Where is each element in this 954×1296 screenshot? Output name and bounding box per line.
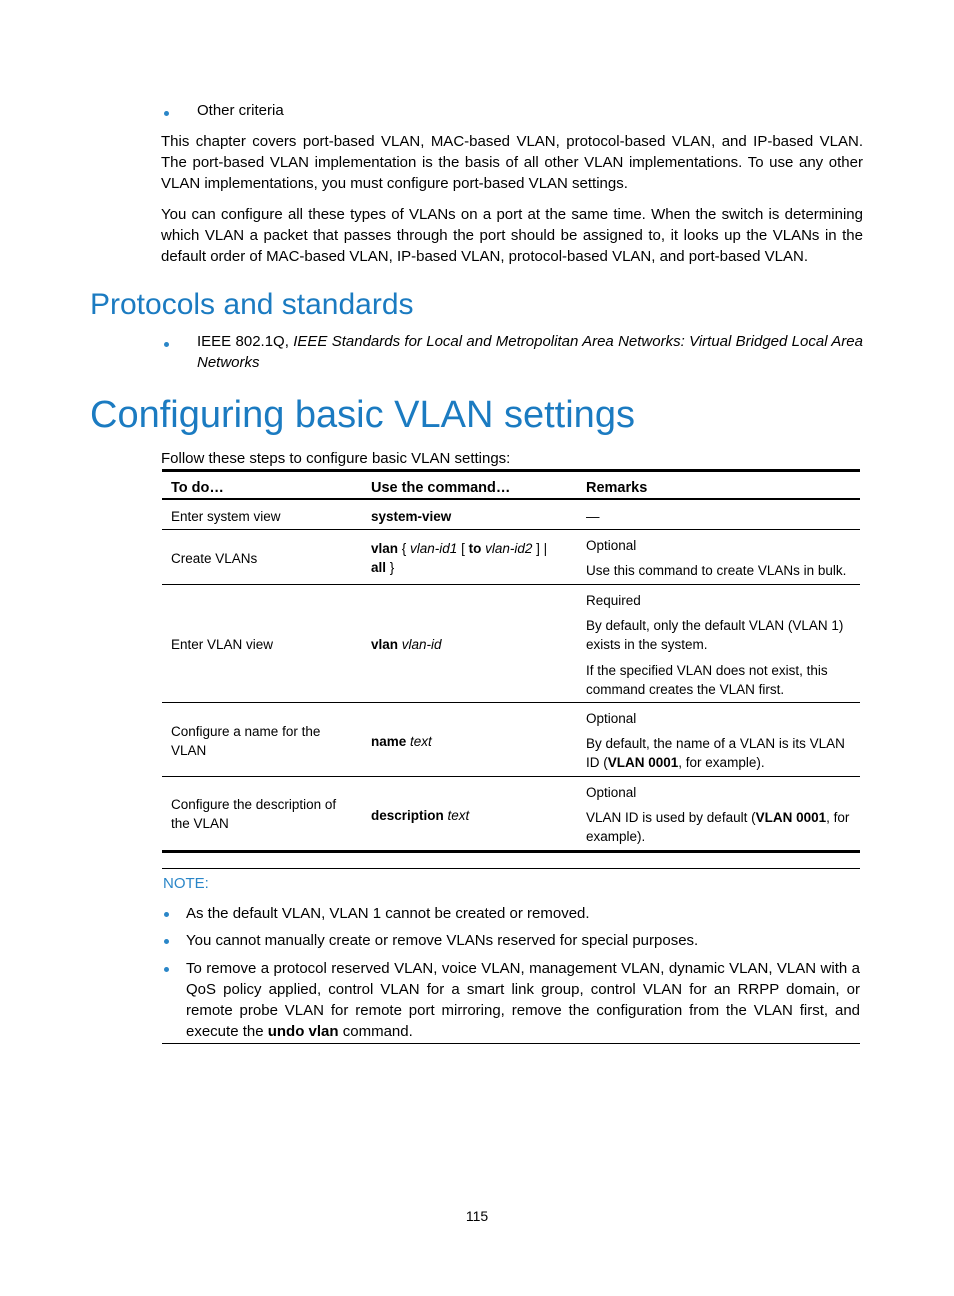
row1-todo: Enter system view [171,509,281,524]
cmd-name: name [371,734,407,749]
row5-remark-2 [586,808,852,846]
row5-remark-2a: VLAN ID is used by default ( [586,810,756,825]
row4-remark-2c: , for example). [678,755,765,770]
cmd-vlan: vlan [371,637,399,652]
row5-remark-1: Optional [586,785,637,800]
table-row-rule [162,529,860,530]
config-lead: Follow these steps to configure basic VLAN settings: [161,450,511,467]
page-number: 115 [465,1208,489,1224]
row3-command [371,635,442,654]
note-bottom-rule [162,1043,860,1044]
protocols-heading: Protocols and standards [90,288,414,321]
bullet-dot [164,912,169,917]
col-header-todo: To do… [171,480,224,496]
row2-command [371,539,566,577]
row3-remark-2: By default, only the default VLAN (VLAN 1) exists in the system. [586,618,844,652]
note-item-2: You cannot manually create or remove VLANs reserved for special purposes. [186,932,699,949]
bullet-dot [164,939,169,944]
row4-remark-2b: VLAN 0001 [607,755,679,770]
note-top-rule [162,868,860,869]
cmd-vlan-id1: vlan-id1 [410,541,458,556]
note-title: NOTE: [163,875,209,892]
cmd-brace-open: { [398,541,411,556]
row2-todo: Create VLANs [171,551,258,566]
table-header-rule [162,498,860,500]
table-bottom-rule [162,850,860,853]
row1-remark: — [586,509,600,524]
cmd-vlan: vlan [371,541,399,556]
note-item-3a: To remove a protocol reserved VLAN, voice VLAN, management VLAN, dynamic VLAN, VLAN with a QoS policy applied, control VLAN for a smart link group, control VLAN for an RRPP domain, or remote probe VLAN for remote port mirroring, remove the configuration from the VLAN first, and execute the [186,960,860,1040]
row1-command [371,507,451,526]
row3-remark-3: If the specified VLAN does not exist, this command creates the VLAN first. [586,663,828,697]
bullet-dot [164,967,169,972]
bullet-other-criteria: Other criteria [197,102,284,119]
standard-prefix: IEEE 802.1Q, [197,333,294,350]
standard-item [197,331,863,373]
cmd-vlan-id: vlan-id [401,637,442,652]
bullet-dot [164,342,169,347]
cmd-text: text [410,734,432,749]
row5-command [371,806,469,825]
standard-title: IEEE Standards for Local and Metropolitan Area Networks: Virtual Bridged Local Area Networks [197,333,863,371]
row3-remark-1: Required [586,593,641,608]
row5-todo: Configure the description of the VLAN [171,797,337,831]
row5-remark-2c: , for example). [586,810,850,844]
note-item-3c: command. [338,1023,413,1040]
col-header-command: Use the command… [371,480,511,496]
table-row-rule [162,584,860,585]
table-top-rule [162,469,860,472]
intro-paragraph-1: This chapter covers port-based VLAN, MAC-based VLAN, protocol-based VLAN, and IP-based VLAN. The port-based VLAN implementation is the basis of all other VLAN implementations. To use any other VLAN implementations, you must configure port-based VLAN settings. [161,133,863,192]
cmd-text: text [447,808,470,823]
cmd-bracket-close: ] | [532,541,548,556]
row4-remark-1: Optional [586,711,637,726]
note-item-3 [186,958,860,1042]
table-row-rule [162,776,860,777]
cmd-brace-close: } [386,560,395,575]
row4-remark-2a: By default, the name of a VLAN is its VLAN ID ( [586,736,845,770]
row4-remark-2 [586,734,856,772]
bullet-dot [164,111,169,116]
intro-paragraph-2: You can configure all these types of VLANs on a port at the same time. When the switch is determining which VLAN a packet that passes through the port should be assigned to, it looks up the VLANs in the default order of MAC-based VLAN, IP-based VLAN, protocol-based VLAN, and port-based VLAN. [161,206,863,265]
config-heading: Configuring basic VLAN settings [90,394,635,436]
cmd-description: description [371,808,444,823]
note-item-1: As the default VLAN, VLAN 1 cannot be created or removed. [186,905,590,922]
col-header-remarks: Remarks [586,480,648,496]
row2-remark-1: Optional [586,538,637,553]
row3-todo: Enter VLAN view [171,637,274,652]
row2-remark-2: Use this command to create VLANs in bulk. [586,563,847,578]
cmd-to: to [468,541,482,556]
cmd-bracket-open: [ [457,541,469,556]
row5-remark-2b: VLAN 0001 [755,810,827,825]
row4-command [371,732,432,751]
row4-todo: Configure a name for the VLAN [171,724,321,758]
cmd-vlan-id2: vlan-id2 [485,541,533,556]
row1-command-keyword: system-view [371,509,452,524]
note-item-3-command: undo vlan [267,1023,339,1040]
cmd-all: all [371,560,387,575]
table-row-rule [162,702,860,703]
